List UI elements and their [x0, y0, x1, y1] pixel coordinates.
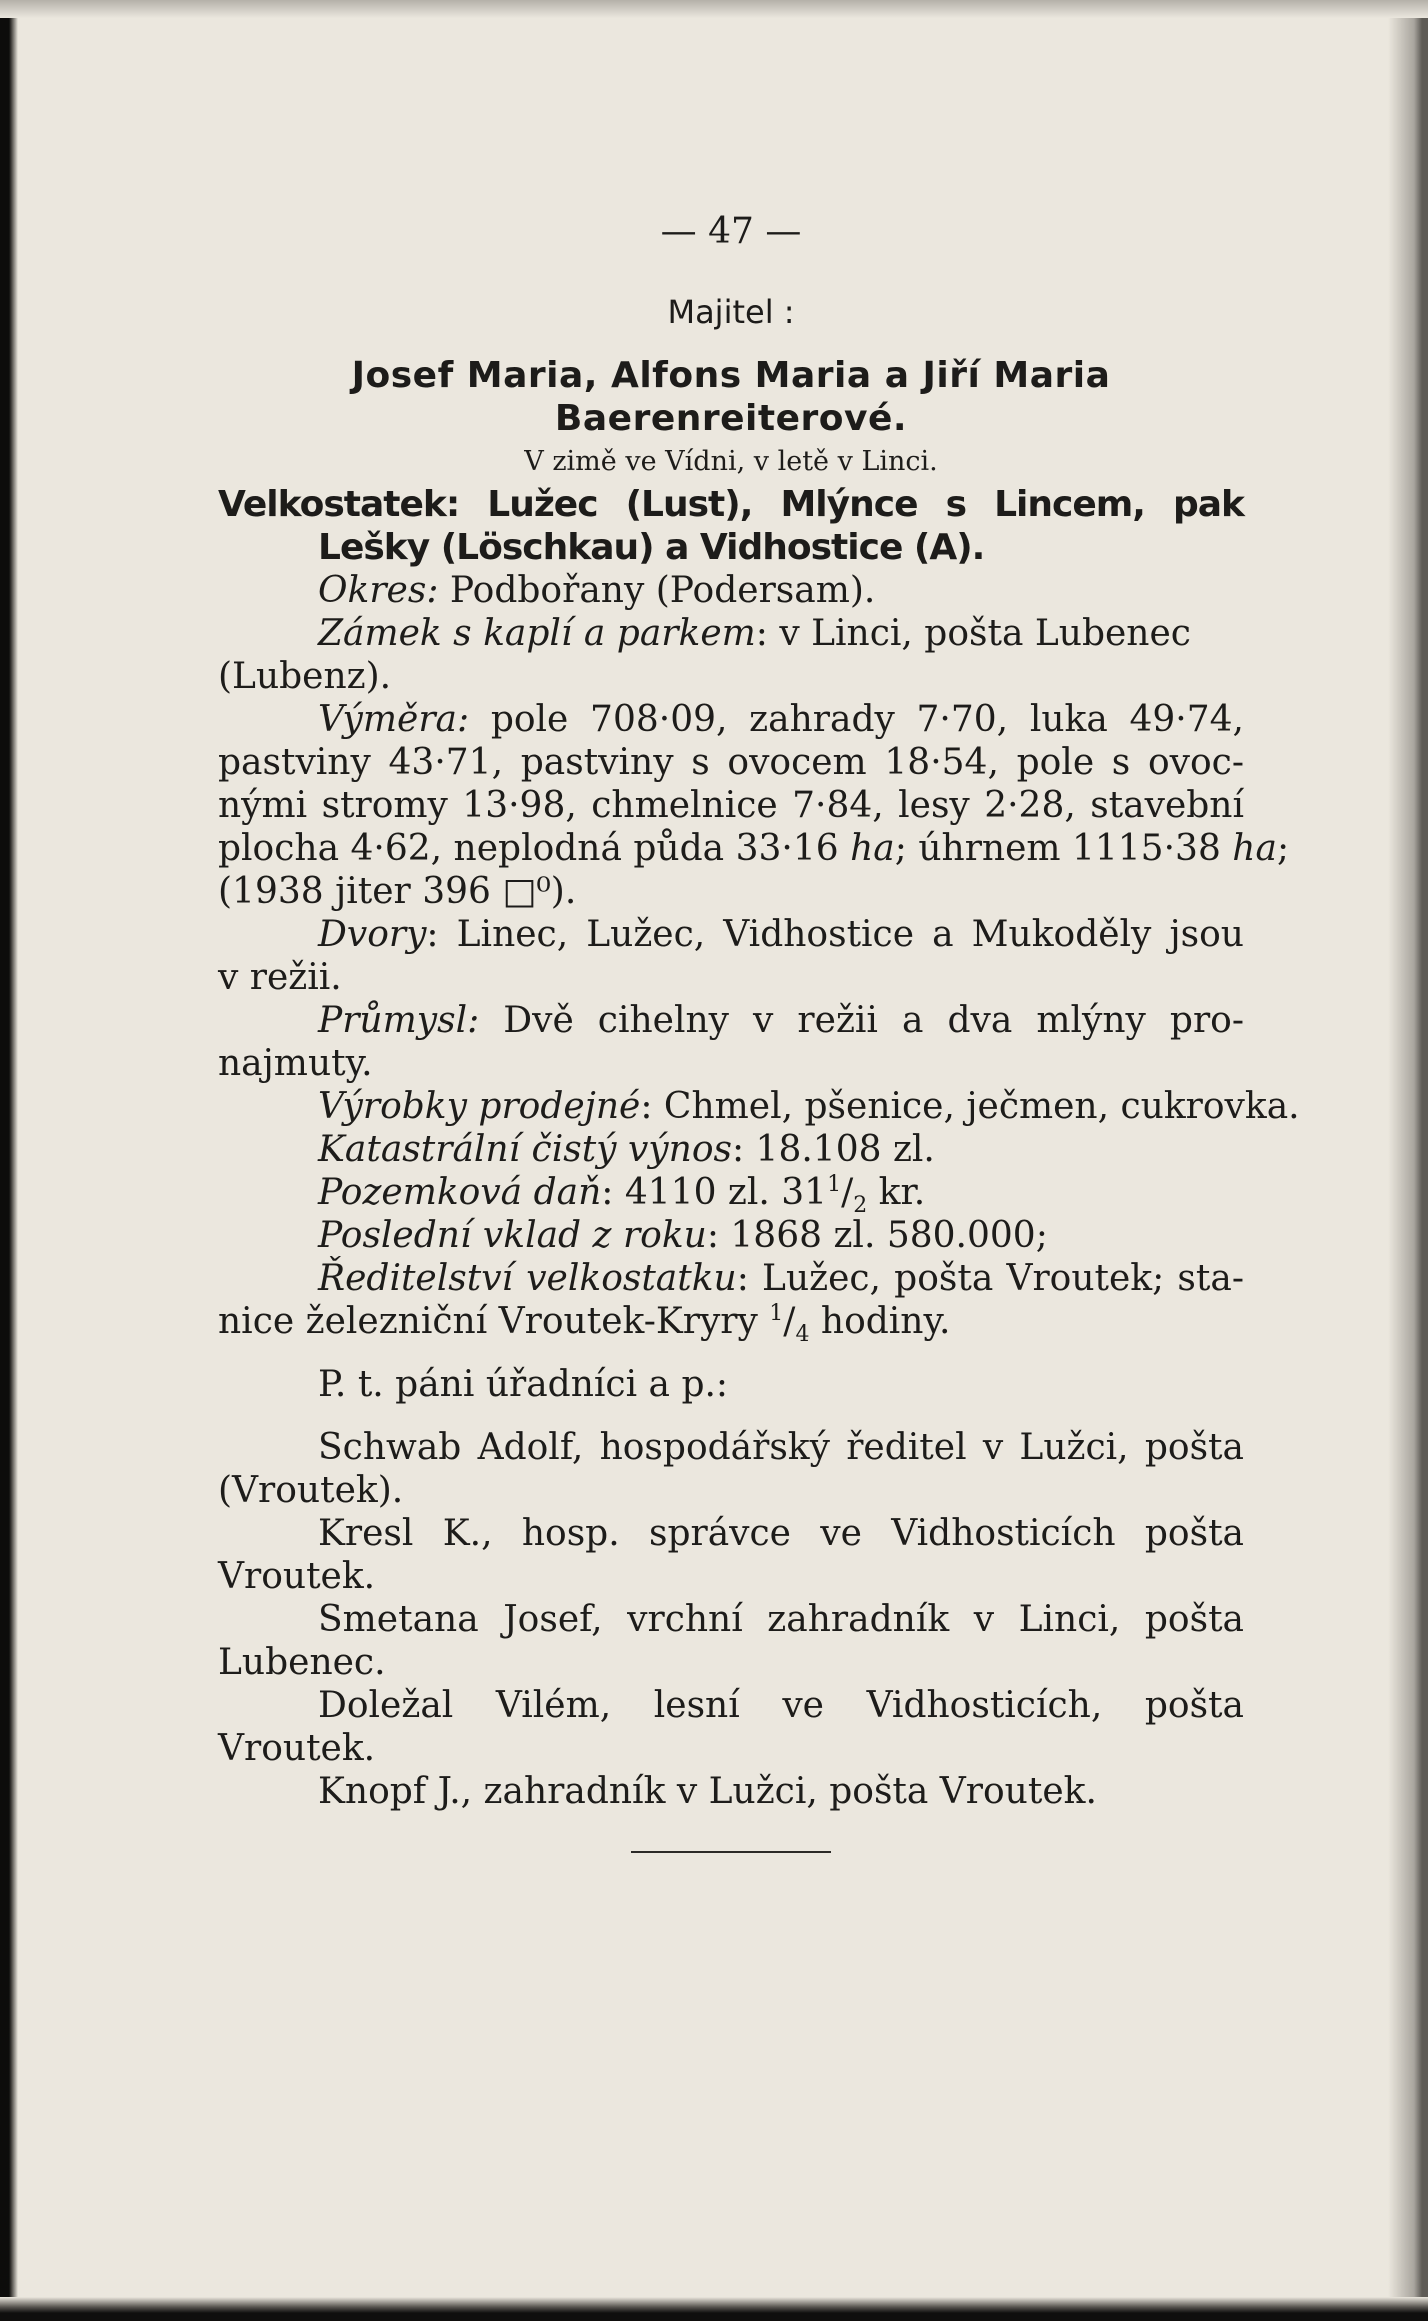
official-entry-line1: Knopf J., zahradník v Lužci, pošta Vroutek. [318, 1771, 1097, 1812]
castle-line1 [218, 612, 1244, 655]
official-entry-line2: Vroutek. [218, 1728, 376, 1769]
owner-residence: V zimě ve Vídni, v letě v Linci. [524, 446, 938, 477]
estate-line1 [218, 483, 1244, 526]
administration-line2: nice železniční Vroutek-Kryry $^1/_4$ hodiny. [218, 1301, 951, 1348]
administration-value: : Lužec, pošta Vroutek; sta- [736, 1258, 1244, 1299]
area-label: Výměra: [318, 699, 470, 740]
industry-value: Dvě cihelny v režii a dva mlýny pro- [503, 1000, 1244, 1041]
official-entry-line1: Kresl K., hosp. správce ve Vidhosticích pošta [318, 1513, 1244, 1554]
page-number: — 47 — [660, 211, 802, 252]
cadastral-line [218, 1128, 1244, 1171]
owner-label: Majitel : [667, 293, 795, 331]
area-value: pole 708·09, zahrady 7·70, luka 49·74, [490, 699, 1244, 740]
area-line1 [218, 698, 1244, 741]
owner-names-line1: Josef Maria, Alfons Maria a Jiří Maria [351, 355, 1111, 396]
castle-label: Zámek s kaplí a parkem [318, 613, 756, 654]
scan-edge-left [0, 0, 18, 2321]
page-text [218, 210, 1300, 1853]
farms-line2: v režii. [218, 957, 342, 998]
owner-names-line2: Baerenreiterové. [554, 398, 908, 439]
area-line3: nými stromy 13·98, chmelnice 7·84, lesy 2·28, stavební [218, 785, 1244, 826]
official-entry-line2: (Vroutek). [218, 1470, 404, 1511]
products-line [218, 1085, 1300, 1128]
last-deposit-label: Poslední vklad z roku [318, 1215, 707, 1256]
cadastral-label: Katastrální čistý výnos [318, 1129, 732, 1170]
land-tax-label: Pozemková daň [318, 1172, 602, 1213]
last-deposit-line [218, 1214, 1244, 1257]
estate-label: Velkostatek: [218, 484, 460, 525]
estate-value: Lužec (Lust), Mlýnce s Lincem, pak [487, 484, 1245, 525]
products-label: Výrobky prodejné [318, 1086, 641, 1127]
farms-line1 [218, 913, 1244, 956]
administration-label: Ředitelství velkostatku [318, 1258, 737, 1299]
land-tax-line: Pozemková daň: 4110 zl. $31^1/_2$ kr. [318, 1172, 926, 1219]
area-line5: (1938 jiter 396 □⁰). [218, 871, 577, 912]
official-entry-line1: Doležal Vilém, lesní ve Vidhosticích, pošta [318, 1685, 1244, 1726]
products-value: : Chmel, pšenice, ječmen, cukrovka. [640, 1086, 1300, 1127]
administration-line1 [218, 1257, 1244, 1300]
castle-value: : v Linci, pošta Lubenec [755, 613, 1191, 654]
farms-value: : Linec, Lužec, Vidhostice a Mukoděly jsou [426, 914, 1244, 955]
district-value: Podbořany (Podersam). [449, 570, 876, 611]
castle-line2: (Lubenz). [218, 656, 392, 697]
farms-label: Dvory [318, 914, 427, 955]
official-entry-line1: Smetana Josef, vrchní zahradník v Linci, pošta [318, 1599, 1244, 1640]
closing-rule [631, 1851, 831, 1853]
official-entry-line2: Vroutek. [218, 1556, 376, 1597]
estate-line2: Lešky (Löschkau) a Vidhostice (A). [318, 527, 985, 568]
last-deposit-value: : 1868 zl. 580.000; [706, 1215, 1048, 1256]
cadastral-value: : 18.108 zl. [731, 1129, 935, 1170]
area-line2: pastviny 43·71, pastviny s ovocem 18·54, pole s ovoc- [218, 742, 1244, 783]
officials-heading: P. t. páni úřadníci a p.: [318, 1364, 729, 1405]
district-label: Okres: [318, 570, 439, 611]
industry-label: Průmysl: [318, 1000, 480, 1041]
scan-edge-bottom [0, 2297, 1428, 2321]
official-entry-line1: Schwab Adolf, hospodářský ředitel v Lužci, pošta [318, 1427, 1244, 1468]
officials-list [218, 1426, 1244, 1813]
scan-edge-top [0, 0, 1428, 18]
district-line [218, 569, 1244, 612]
scan-edge-right [1388, 0, 1428, 2321]
industry-line2: najmuty. [218, 1043, 373, 1084]
industry-line1 [218, 999, 1244, 1042]
area-line4: plocha 4·62, neplodná půda 33·16 ha; úhrnem 1115·38 ha; [218, 828, 1290, 869]
official-entry-line2: Lubenec. [218, 1642, 386, 1683]
